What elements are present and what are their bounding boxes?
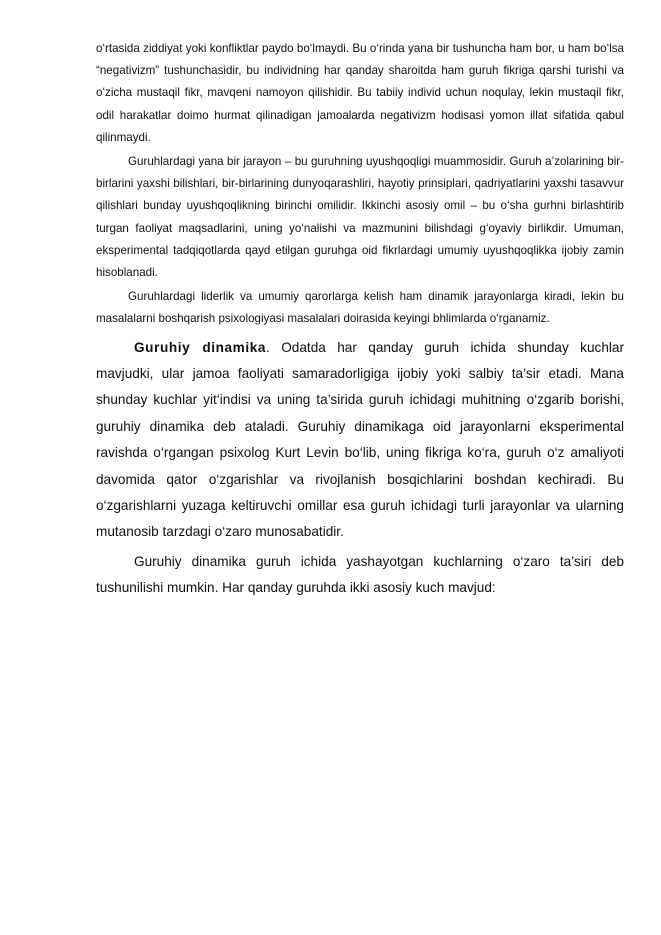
paragraph-group-forces: Guruhiy dinamika guruh ichida yashayotgan kuchlarning o‘zaro ta’siri deb tushunilishi mumkin. Har qanday guruhda ikki asosiy kuch mavjud: xyxy=(96,553,624,596)
paragraph-group-cohesion: Guruhlardagi yana bir jarayon – bu guruhning uyushqoqligi muammosidir. Guruh a’zolarining bir-birlarini yaxshi bilishlari, bir-birlarining dunyoqarashliri, hayotiy prinsiplari, qadriyatlarini yaxshi tasavvur qilishlari bunday uyushqoqlikning birinchi omilidir. Ikkinchi asosiy omil – bu o‘sha gurhni birlashtirib turgan faoliyat maqsadlarini, uning yo‘nalishi va mazmunini bilishdagi g‘oyaviy birlikdir. Umuman, eksperimental tadqiqotlarda qayd etilgan guruhga oid fikrlardagi umumiy uyushqoqlikka ijobiy zamin hisoblanadi. xyxy=(96,155,624,280)
paragraph-group-dynamics xyxy=(96,335,624,546)
paragraph-group-dynamics-text: . Odatda har qanday guruh ichida shunday kuchlar mavjudki, ular jamoa faoliyati samaradorligiga ijobiy yoki salbiy ta’sir etadi. Mana shunday kuchlar yit‘indisi va uning ta’siridа guruh ichidagi muhitning o‘zgarib borishi, guruhiy dinamika deb ataladi. Guruhiy dinamikaga oid jarayonlarni eksperimental ravishda o‘rgangan psixolog Kurt Levin bo‘lib, uning fikriga ko‘ra, guruh o‘z amaliyoti davomida qator o‘zgarishlar va rivojlanish bosqichlarini boshdan kechiradi. Bu o‘zgarishlarni yuzaga keltiruvchi omillar esa guruh ichidagi turli jarayonlar va ularning mutanosib tarzdagi o‘zaro munosabatidir. xyxy=(96,339,624,540)
paragraph-negativism: o‘rtasida ziddiyat yoki konfliktlar paydo bo‘lmaydi. Bu o‘rinda yana bir tushuncha ham bor, u ham bo‘lsa “negativizm” tushunchasidir, bu individning har qanday sharoitda ham guruh fikriga qarshi turishi va o‘zicha mustaqil fikr, mavqeni namoyon qilishidir. Bu tabiiy individ uchun noqulay, lekin mustaqil fikr, odil harakatlar doimo hurmat qilinadigan jamoalarda negativizm hodisasi yomon illat sifatida qabul qilinmaydi. xyxy=(96,42,624,144)
paragraph-leadership: Guruhlardagi liderlik va umumiy qarorlarga kelish ham dinamik jarayonlarga kiradi, lekin bu masalalarni boshqarish psixologiyasi masalalari doirasida keyingi bhlimlarda o‘rganamiz. xyxy=(96,290,624,326)
section-heading-group-dynamics: Guruhiy dinamika xyxy=(134,339,267,355)
